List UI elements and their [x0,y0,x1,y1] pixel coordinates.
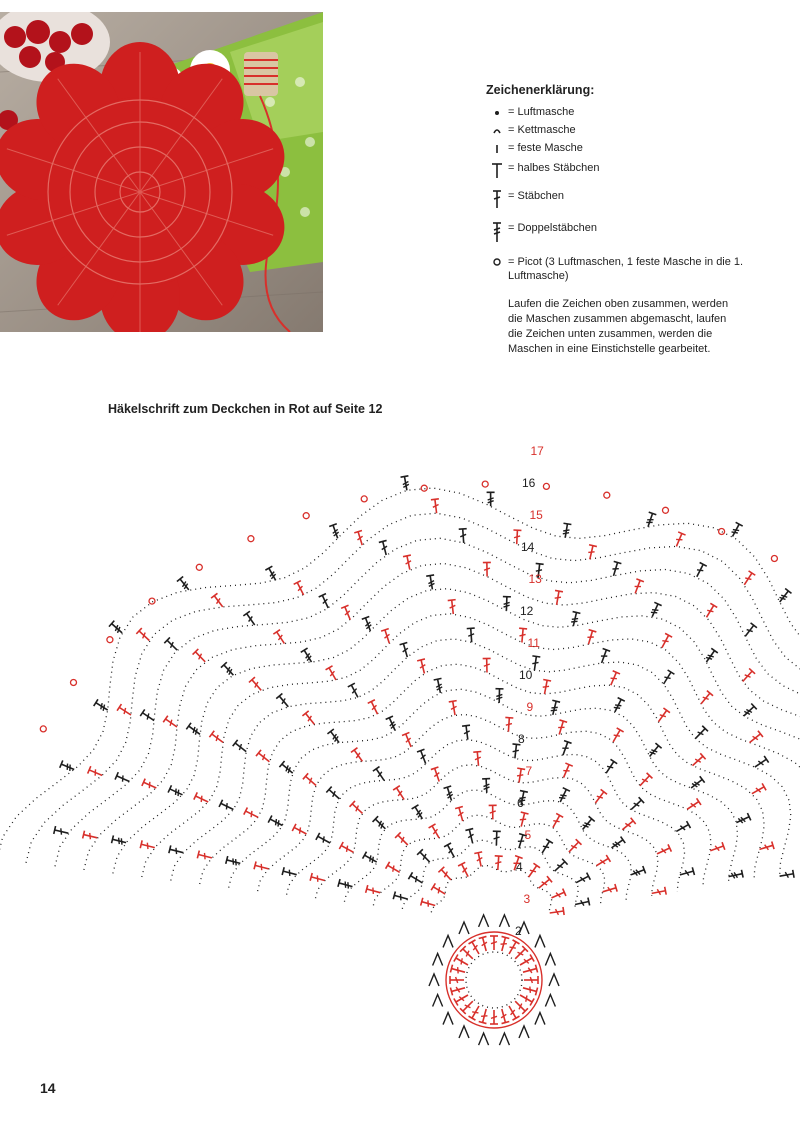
double-stitch [244,807,260,820]
double-stitch [164,637,180,653]
double-stitch [494,856,503,870]
double-stitch [348,683,362,699]
double-stitch [444,843,458,859]
double-stitch [506,940,520,956]
double-stitch [479,936,490,952]
chain-arc [344,790,631,902]
double-stitch [458,862,472,878]
double-stitch [610,728,624,744]
treble-stitch [268,816,284,830]
double-stitch [88,766,104,779]
double-stitch [522,984,538,995]
round-number: 6 [517,796,524,810]
double-stitch [83,831,98,842]
double-stitch [620,818,636,833]
double-stitch [655,844,671,857]
double-stitch [393,891,409,902]
chain-arc [431,866,551,913]
treble-stitch [728,870,743,881]
double-stitch [469,1004,483,1020]
treble-stitch [495,689,503,703]
treble-stitch [265,566,279,582]
treble-stitch [649,602,662,618]
treble-stitch [221,662,236,678]
picot [543,483,549,489]
double-stitch [690,753,706,768]
double-stitch [492,831,500,845]
round-number: 9 [526,700,534,714]
cluster-stitch [479,915,489,927]
chain-stitch-icon [486,105,508,119]
treble-stitch [301,648,315,664]
cluster-stitch [519,1026,529,1038]
double-stitch [256,750,272,765]
treble-stitch [609,837,625,852]
treble-stitch [329,524,341,540]
double-stitch [585,630,597,646]
slip-stitch-icon [486,123,508,137]
picot [361,496,367,502]
double-stitch [467,628,476,643]
double-stitch [740,668,755,684]
round-number: 12 [520,604,534,618]
double-stitch [592,789,607,805]
double-stitch [417,659,428,675]
legend-label: = halbes Stäbchen [508,162,600,174]
round-number: 10 [519,668,533,682]
double-stitch [381,629,393,645]
chart-title: Häkelschrift zum Deckchen in Rot auf Seite 12 [108,402,383,416]
crochet-chart [0,420,800,1070]
double-stitch [473,752,482,767]
double-stitch [660,670,674,686]
double-stitch [489,805,497,819]
picot [303,513,309,519]
treble-stitch [112,835,127,846]
treble-stitch [386,716,399,732]
double-stitch [524,976,538,984]
double-stitch [454,992,470,1006]
double-stitch [603,759,617,775]
double-stitch [194,792,210,805]
treble-stitch [363,852,379,866]
legend-title: Zeichenerklärung: [486,83,595,97]
double-stitch [417,749,429,765]
treble-stitch [644,512,656,528]
round-number: 4 [516,860,523,874]
round-number: 14 [521,540,535,554]
double-stitch [518,628,527,643]
legend-label: = Luftmasche [508,106,575,118]
cluster-stitch [549,974,559,986]
legend-label: = feste Masche [508,142,583,154]
double-stitch [637,773,652,789]
treble-stitch [60,760,76,773]
double-stitch [163,716,179,731]
double-stitch [326,787,342,802]
cluster-stitch [545,995,555,1007]
double-stitch [450,976,464,984]
page-number: 14 [40,1080,56,1096]
treble-stitch [327,729,342,745]
double-stitch [560,763,573,779]
treble-stitch [580,816,595,832]
round-number: 17 [530,444,544,458]
double-stitch [140,709,156,723]
treble-stitch [549,700,560,716]
double-stitch [753,756,769,770]
double-stitch [373,767,388,783]
picot [149,598,155,604]
double-stitch [193,649,208,665]
legend-label: = Kettmasche [508,124,576,136]
double-stitch [525,863,540,879]
double-stitch [559,741,571,757]
treble-stitch [401,476,411,491]
legend-item-picot [486,255,786,283]
double-stitch [698,691,713,707]
round-number: 5 [524,828,532,842]
double-stitch [474,852,485,867]
treble-stitch [94,699,110,713]
double-stitch [779,870,794,880]
double-stitch [750,783,766,797]
double-stitch [522,965,538,976]
double-stitch [673,532,686,548]
round-number: 7 [525,764,533,778]
double-stitch [431,767,443,783]
legend [486,83,786,357]
chain-arc [26,513,800,863]
cluster-stitch [535,935,545,947]
treble-stitch [735,813,751,826]
cluster-stitch [443,1013,453,1025]
double-stitch [483,562,491,576]
double-crochet-icon [486,189,508,209]
double-stitch [350,801,366,816]
chain-ring [466,952,522,1008]
double-stitch [541,679,552,694]
chain-arc [287,740,685,895]
double-stitch [294,581,307,597]
double-stitch [574,898,589,909]
double-stitch [254,862,270,873]
picot [771,556,777,562]
legend-note: Laufen die Zeichen oben zusammen, werden die Maschen zusammen abgemascht, laufen die Zeichen unten zusammen, werden die Maschen in eine Einstichstelle gearbeitet. [508,298,729,355]
double-stitch [555,720,567,736]
double-stitch [408,872,424,886]
legend-item-treble [486,221,786,243]
double-stitch [679,867,695,878]
treble-stitch [177,576,192,592]
treble-stitch [487,492,495,506]
cluster-stitch [459,1026,469,1038]
double-stitch [549,813,563,829]
double-stitch [316,833,332,847]
double-stitch [517,812,528,828]
treble-stitch [279,761,295,776]
double-stitch [303,773,319,788]
chain-arc [55,538,800,866]
double-stitch [319,594,332,610]
double-stitch [742,623,757,639]
double-stitch [449,701,459,716]
picot-icon [486,255,508,269]
double-stitch [310,873,326,884]
double-stitch [685,798,701,812]
picot [482,481,488,487]
double-stitch [607,671,620,687]
double-stitch [341,605,354,621]
legend-item-double [486,189,786,209]
round-number: 13 [528,572,542,586]
treble-stitch [426,575,436,590]
double-stitch [450,984,466,995]
double-stitch [448,600,458,615]
double-stitch [693,563,707,579]
double-stitch [506,1004,520,1020]
cluster-stitch [499,1033,509,1045]
double-stitch [339,842,355,856]
picot [663,507,669,513]
picot [107,637,113,643]
double-stitch [566,839,581,855]
double-stitch [504,717,513,731]
double-stitch [431,883,447,897]
double-stitch [403,555,414,570]
double-stitch [455,807,466,823]
round-number: 16 [522,476,536,490]
treble-stitch [611,698,624,714]
double-stitch [539,839,553,855]
double-stitch [209,731,225,746]
double-stitch [302,711,317,727]
double-stitch [628,797,644,812]
double-stitch [429,824,443,840]
double-stitch [479,1008,490,1024]
treble-stitch [434,678,445,693]
double-stitch [400,643,412,659]
treble-stitch [444,786,456,802]
treble-stitch [186,723,202,738]
treble-stitch [561,523,571,538]
treble-stitch [741,704,757,719]
double-stitch [169,845,185,856]
double-stitch [693,726,708,742]
treble-stitch [703,648,718,664]
double-stitch [431,499,441,514]
cluster-stitch [459,922,469,934]
treble-stitch [689,776,705,791]
double-stitch [386,862,402,876]
treble-stitch [482,779,491,793]
cluster-stitch [545,953,555,965]
double-stitch [515,768,525,783]
double-stitch [459,529,468,544]
legend-label: = Stäbchen [508,190,564,202]
round-number: 3 [523,892,531,906]
double-stitch [498,936,509,952]
chain-arc [84,564,800,870]
chain-arc [0,488,800,859]
picot [248,536,254,542]
double-stitch [747,731,763,746]
chain-arc [171,639,791,881]
cluster-stitch [429,974,439,986]
half-double-crochet-icon [486,161,508,179]
double-stitch [249,677,264,693]
cluster-stitch [479,1033,489,1045]
double-stitch [54,826,69,837]
treble-crochet-icon [486,221,508,243]
double-stitch [490,936,498,950]
picot [604,492,610,498]
treble-stitch [412,805,426,821]
double-stitch [233,740,249,755]
double-stitch [511,744,521,759]
round-number: 2 [515,924,522,938]
double-stitch [631,579,643,595]
picot [71,680,77,686]
double-stitch [115,772,131,785]
round-number: 8 [518,732,525,746]
double-stitch [354,531,366,547]
double-stitch [276,694,291,710]
double-stitch [610,561,622,577]
double-stitch [518,992,534,1006]
double-stitch [483,658,491,672]
double-stitch [366,885,382,896]
double-stitch [142,779,158,792]
double-stitch [469,940,483,956]
round-number: 11 [527,636,540,650]
double-stitch [703,603,717,619]
treble-stitch [502,597,510,611]
legend-label: = Doppelstäbchen [508,222,597,234]
cluster-stitch [443,935,453,947]
double-stitch [368,700,381,716]
double-stitch [550,889,566,902]
doily-photo [0,12,323,332]
chain-arc [200,664,765,884]
legend-item-slip [486,123,786,137]
double-stitch [741,571,755,587]
double-stitch [598,648,610,664]
double-stitch [601,884,617,896]
round-number: 15 [529,508,543,522]
double-stitch [465,829,476,844]
double-stitch [243,611,258,627]
legend-label: = Picot (3 Luftmaschen, 1 feste Masche in die 1. Luftmasche) [508,256,744,282]
double-stitch [417,849,432,865]
double-stitch [454,955,470,969]
double-stitch [197,851,213,862]
double-stitch [552,859,568,874]
double-stitch [553,590,563,605]
chain-arc [113,589,800,874]
double-stitch [395,832,411,848]
legend-item-half-double [486,161,786,179]
cluster-stitch [433,953,443,965]
picot [196,564,202,570]
treble-stitch [647,743,662,759]
single-crochet-icon [486,141,508,155]
double-stitch [655,708,670,724]
double-stitch [574,873,590,887]
treble-stitch [630,866,646,878]
double-stitch [651,887,666,898]
double-stitch [536,876,552,891]
treble-stitch [226,856,242,867]
chain-arc [373,815,604,905]
picot [719,529,725,535]
double-stitch [709,842,725,854]
double-stitch [594,855,610,869]
double-stitch [674,821,690,835]
legend-item-chain [486,105,786,119]
treble-stitch [373,816,389,831]
treble-stitch [168,785,184,798]
double-stitch [450,965,466,976]
cluster-stitch [535,1013,545,1025]
picot [421,485,427,491]
double-stitch [498,1008,509,1024]
double-stitch [351,748,366,764]
legend-item-single [486,141,786,155]
double-stitch [393,786,407,802]
cluster-stitch [499,915,509,927]
double-stitch [518,955,534,969]
treble-stitch [777,589,792,605]
double-stitch [462,725,472,740]
double-stitch [117,704,133,718]
treble-stitch [362,616,374,632]
double-stitch [490,1010,498,1024]
double-stitch [549,907,564,917]
picot [40,726,46,732]
treble-stitch [569,612,580,627]
cluster-stitch [433,995,443,1007]
double-stitch [658,633,672,649]
